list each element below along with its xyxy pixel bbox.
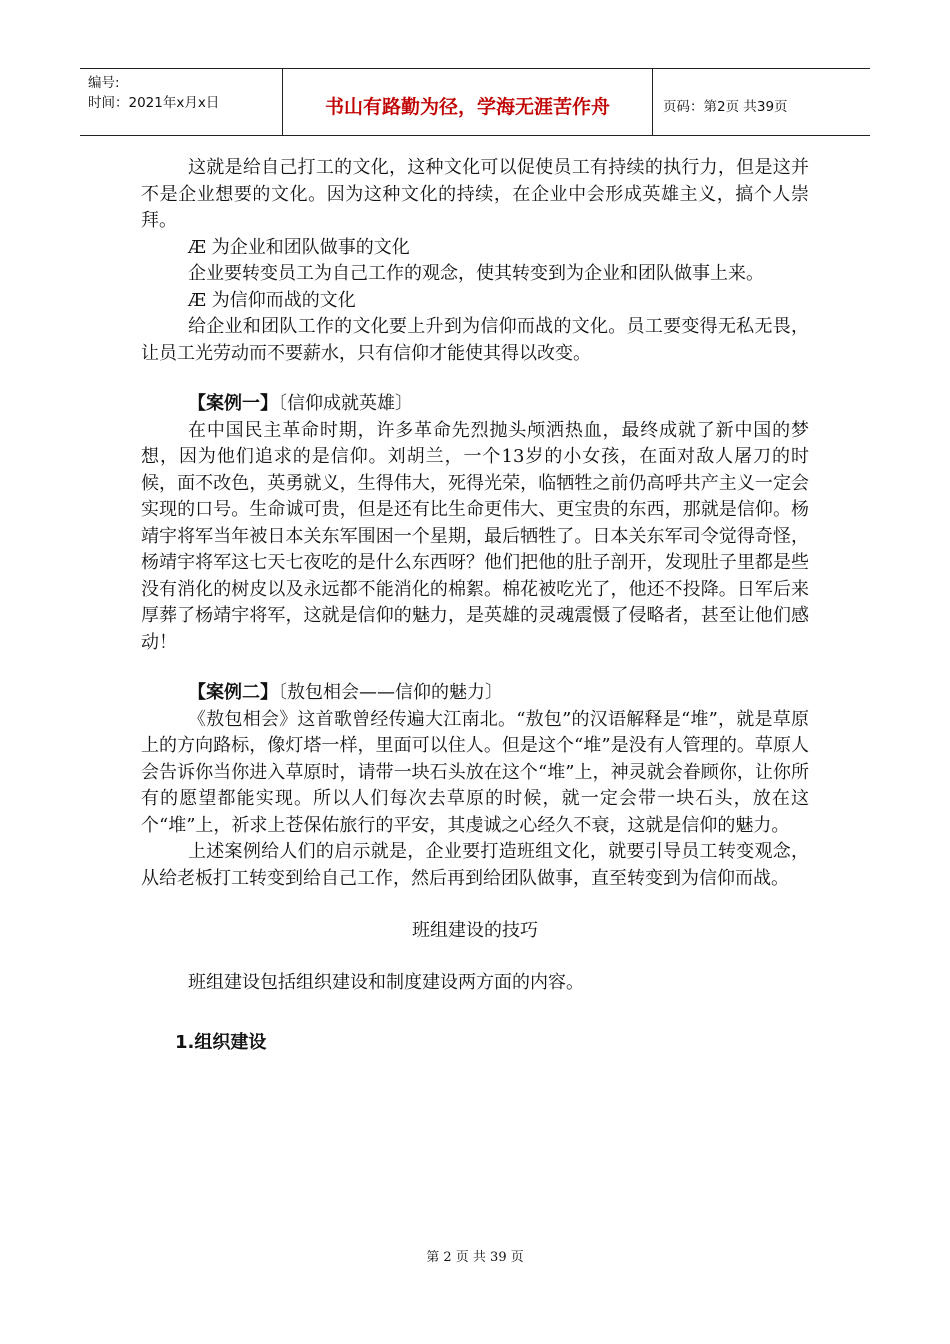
case-heading: [141, 391, 809, 418]
paragraph: 这就是给自己打工的文化，这种文化可以促使员工有持续的执行力，但是这并不是企业想要的文化。因为这种文化的持续，在企业中会形成英雄主义，搞个人崇拜。: [141, 157, 809, 231]
subsection-title: 1.组织建设: [175, 1032, 267, 1053]
header-code-label: 编号:: [88, 75, 120, 91]
spacer: [141, 367, 809, 391]
header-page-info: 页码：第2页 共39页: [663, 99, 788, 115]
spacer: [141, 656, 809, 680]
case-title: 〔信仰成就英雄〕: [278, 393, 413, 414]
paragraph: 给企业和团队工作的文化要上升到为信仰而战的文化。员工要变得无私无畏，让员工光劳动而不要薪水，只有信仰才能使其得以改变。: [141, 316, 809, 364]
header-meta: [80, 69, 283, 135]
page-footer: 第 2 页 共 39 页: [426, 1250, 524, 1265]
case-paragraph: 在中国民主革命时期，许多革命先烈抛头颅洒热血，最终成就了新中国的梦想，因为他们追求的是信仰。刘胡兰，一个13岁的小女孩，在面对敌人屠刀的时候，面不改色，英勇就义，生得伟大，死得光荣，临牺牲之前仍高呼共产主义一定会实现的口号。生命诚可贵，但是还有比生命更伟大、更宝贵的东西，那就是信仰。杨靖宇将军当年被日本关东军围困一个星期，最后牺牲了。日本关东军司令觉得奇怪，杨靖宇将军这七天七夜吃的是什么东西呀？他们把他的肚子剖开，发现肚子里都是些没有消化的树皮以及永远都不能消化的棉絮。棉花被吃光了，他还不投降。日军后来厚葬了杨靖宇将军，这就是信仰的魅力，是英雄的灵魂震慑了侵略者，甚至让他们感动！: [141, 419, 809, 653]
case-label: 【案例一】: [188, 393, 278, 414]
header-time-label: 时间：2021年x月x日: [88, 95, 220, 111]
bullet-heading: Æ 为信仰而战的文化: [188, 289, 356, 311]
paragraph: 企业要转变员工为自己工作的观念，使其转变到为企业和团队做事上来。: [188, 263, 764, 284]
case-heading: [141, 680, 809, 707]
header-motto: 书山有路勤为径，学海无涯苦作舟: [283, 69, 653, 135]
section-title: 班组建设的技巧: [412, 920, 538, 941]
document-body: [141, 155, 809, 1056]
bullet-heading: Æ 为企业和团队做事的文化: [188, 236, 410, 258]
case-label: 【案例二】: [188, 682, 278, 703]
paragraph: 班组建设包括组织建设和制度建设两方面的内容。: [188, 972, 584, 993]
page-header: [80, 68, 870, 136]
case-title: 〔敖包相会——信仰的魅力〕: [278, 682, 503, 703]
case-paragraph: 《敖包相会》这首歌曾经传遍大江南北。“敖包”的汉语解释是“堆”，就是草原上的方向路标，像灯塔一样，里面可以住人。但是这个“堆”是没有人管理的。草原人会告诉你当你进入草原时，请带一块石头放在这个“堆”上，神灵就会眷顾你，让你所有的愿望都能实现。所以人们每次去草原的时候，就一定会带一块石头，放在这个“堆”上，祈求上苍保佑旅行的平安，其虔诚之心经久不衰，这就是信仰的魅力。: [141, 708, 809, 836]
paragraph: 上述案例给人们的启示就是，企业要打造班组文化，就要引导员工转变观念，从给老板打工转变到给自己工作，然后再到给团队做事，直至转变到为信仰而战。: [141, 841, 809, 889]
